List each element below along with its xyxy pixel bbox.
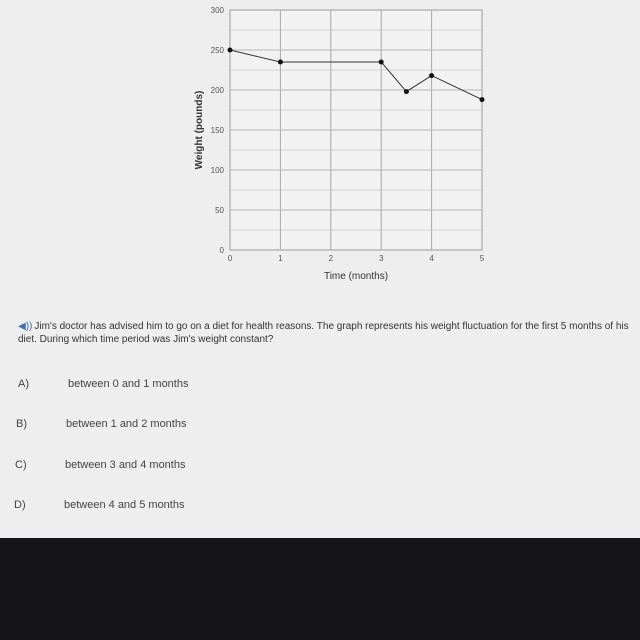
x-tick-label: 2 — [328, 254, 334, 263]
monitor-bezel — [0, 538, 640, 640]
x-tick-label: 1 — [278, 254, 283, 263]
data-point — [404, 89, 409, 94]
weight-chart — [190, 0, 510, 290]
y-tick-label: 50 — [215, 206, 224, 215]
choice-text: between 1 and 2 months — [66, 418, 187, 430]
choice-text: between 0 and 1 months — [68, 378, 189, 390]
x-axis-label: Time (months) — [323, 271, 389, 282]
x-tick-label: 0 — [227, 254, 233, 263]
y-tick-label: 0 — [219, 246, 224, 255]
speaker-icon[interactable]: ◀)) — [18, 321, 33, 332]
choice-letter: B) — [16, 418, 27, 430]
data-point — [429, 73, 434, 78]
y-tick-label: 300 — [210, 6, 224, 15]
choice-letter: C) — [15, 459, 27, 471]
choice-a[interactable] — [18, 378, 318, 398]
choice-text: between 3 and 4 months — [65, 459, 186, 471]
y-tick-label: 100 — [210, 166, 224, 175]
y-tick-label: 250 — [210, 46, 224, 55]
choice-letter: A) — [18, 378, 29, 390]
choice-d[interactable] — [14, 499, 314, 519]
chart-svg — [190, 0, 510, 290]
x-tick-label: 5 — [479, 254, 485, 263]
data-point — [480, 97, 485, 102]
x-tick-label: 3 — [378, 254, 384, 263]
data-point — [228, 48, 233, 53]
data-point — [278, 60, 283, 65]
y-tick-label: 150 — [210, 126, 224, 135]
choice-b[interactable] — [16, 418, 316, 438]
y-tick-label: 200 — [210, 86, 224, 95]
data-point — [379, 60, 384, 65]
choice-letter: D) — [14, 499, 26, 511]
x-tick-label: 4 — [429, 254, 434, 263]
y-axis-label: Weight (pounds) — [194, 90, 205, 170]
question-text: Jim's doctor has advised him to go on a diet for health reasons. The graph represents his weight fluctuation for the first 5 months of his diet. During which time period was Jim's weight constant? — [18, 321, 629, 345]
choice-text: between 4 and 5 months — [64, 499, 185, 511]
choice-c[interactable] — [15, 459, 315, 479]
question-prompt — [18, 320, 633, 346]
